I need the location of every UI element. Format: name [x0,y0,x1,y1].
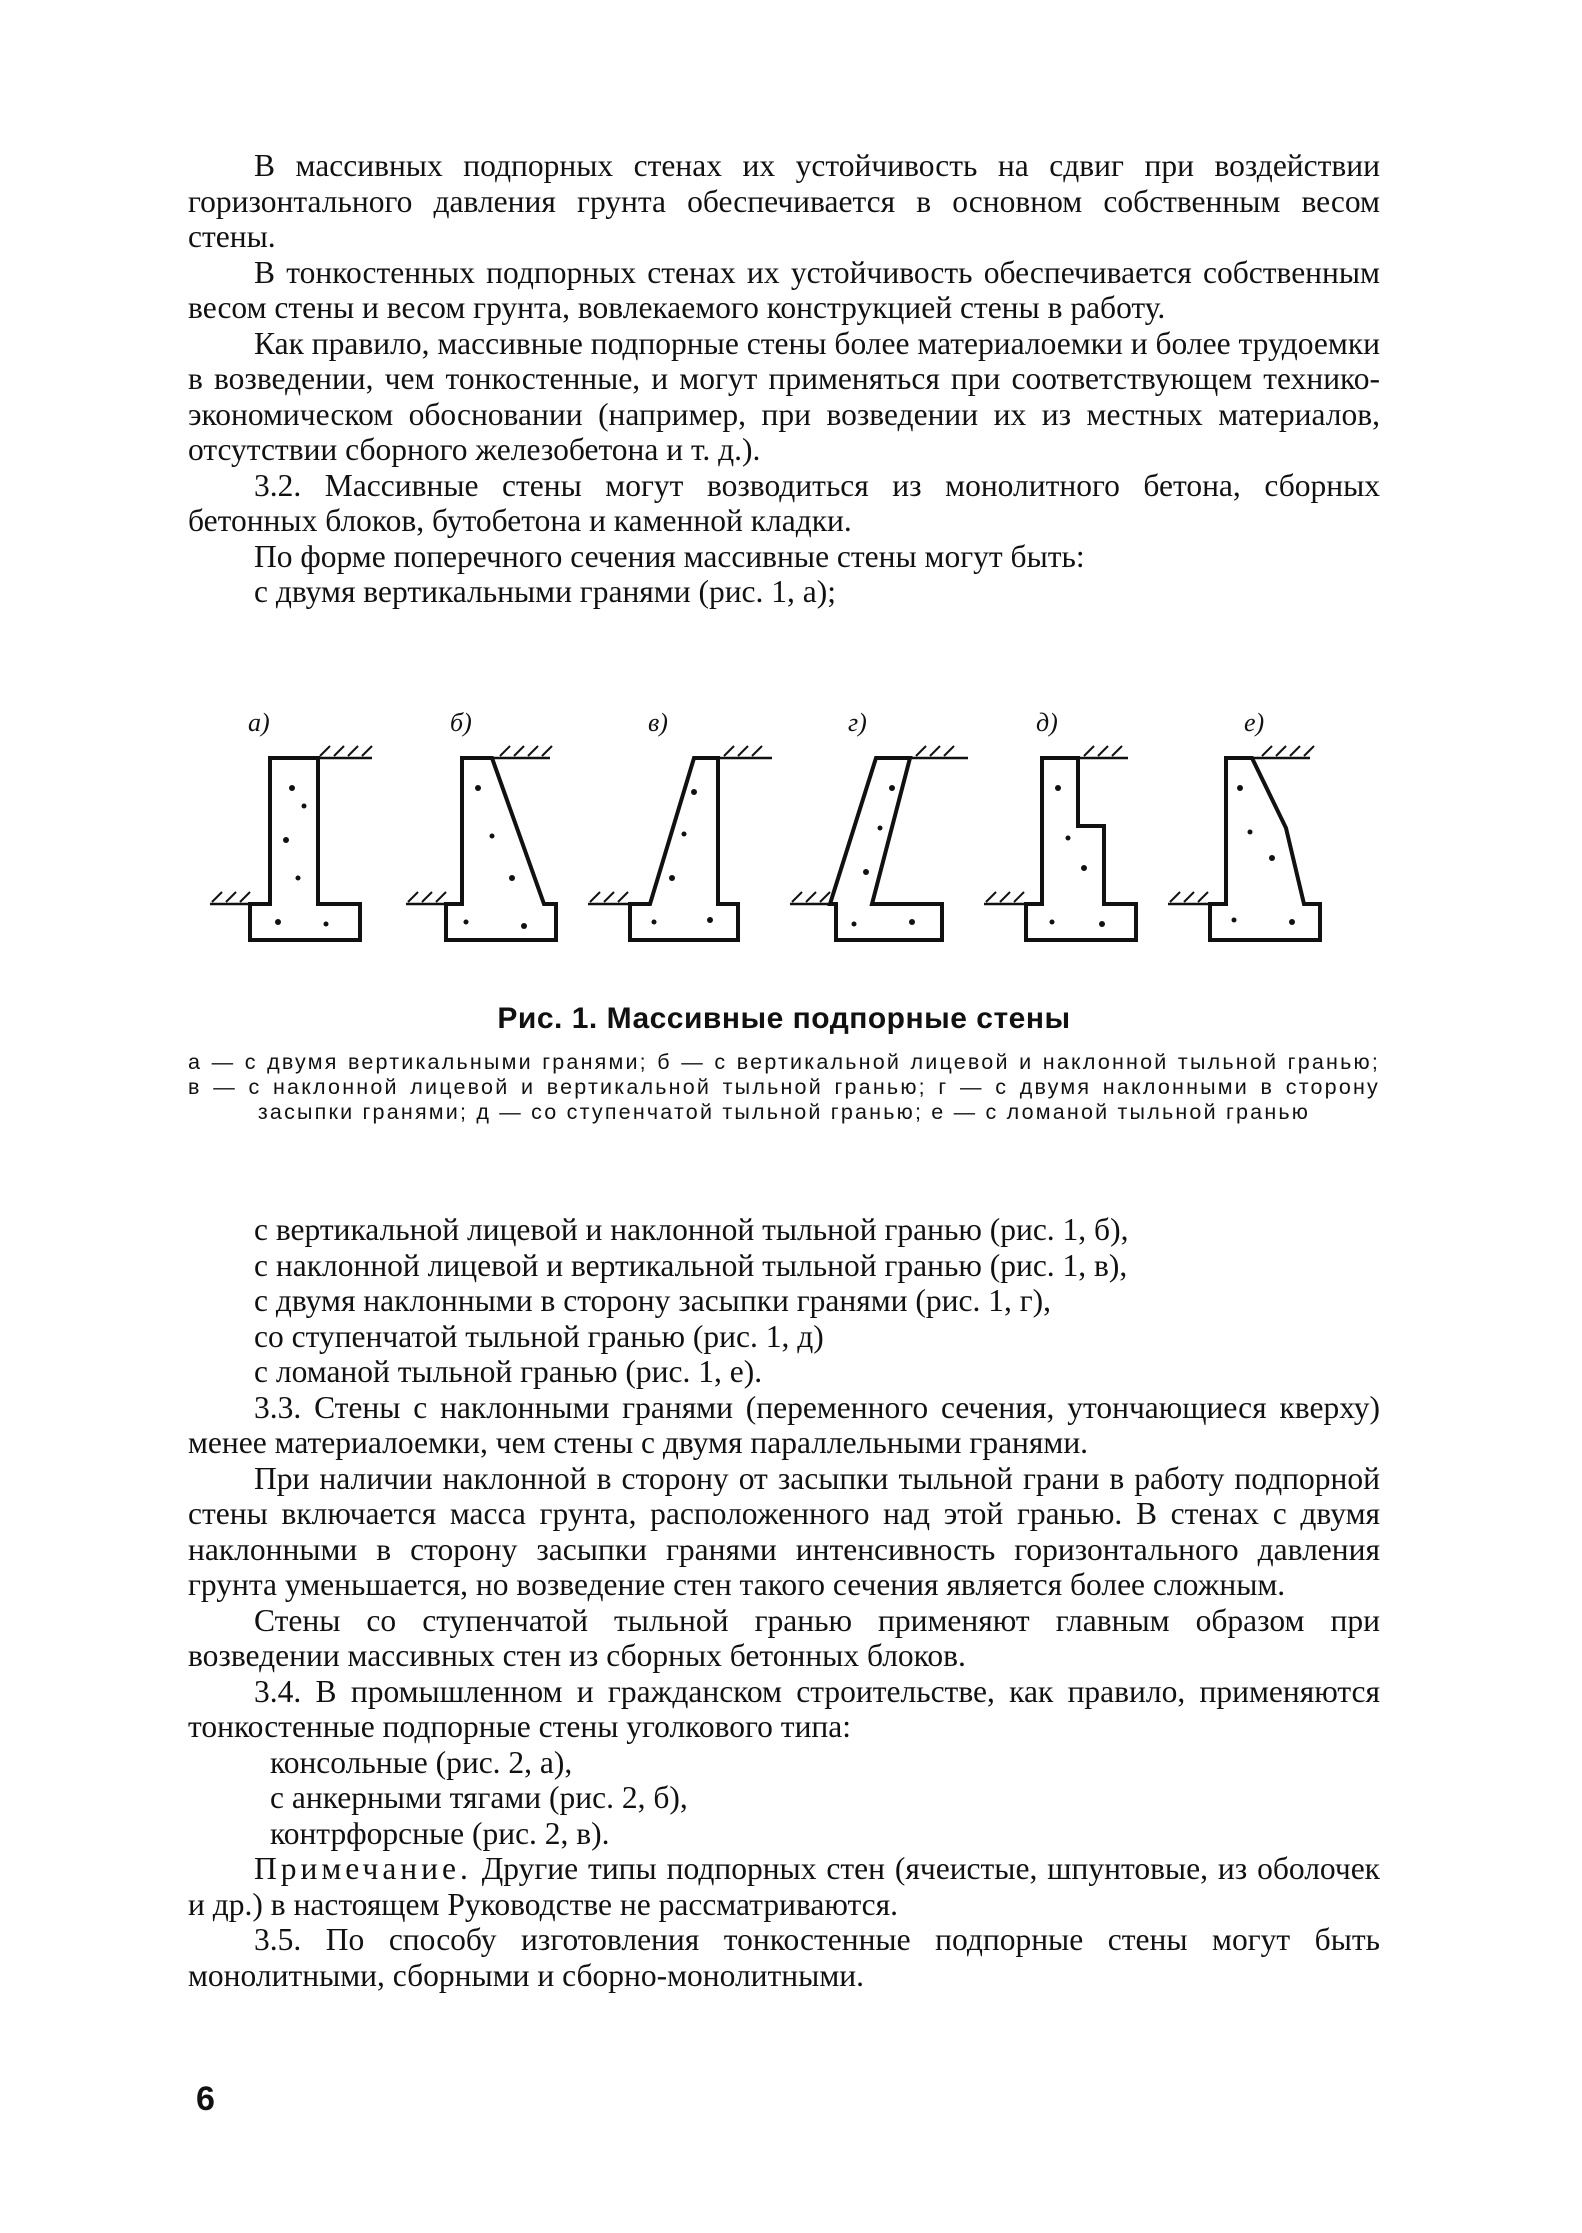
wall-section-d [984,746,1136,940]
list-item: с двумя вертикальными гранями (рис. 1, а); [254,574,837,609]
list-item: контрфорсные (рис. 2, в). [270,1815,610,1851]
wall-section-g [790,746,968,940]
paragraph: В массивных подпорных стенах их устойчивость на сдвиг при воздействии горизонтального давления грунта обеспечивается в основном собственным весом стены. [188,148,1380,254]
paragraph-section-3-5: 3.5. По способу изготовления тонкостенные подпорные стены могут быть монолитными, сборными и сборно-монолитными. [188,1922,1380,1993]
wall-section-b [406,746,556,940]
figure-label-v: в) [648,708,668,737]
paragraph-section-3-3: 3.3. Стены с наклонными гранями (переменного сечения, утончающиеся кверху) менее материалоемки, чем стены с двумя параллельными гранями. [188,1389,1380,1460]
paragraph-section-3-4: 3.4. В промышленном и гражданском строительстве, как правило, применяются тонкостенные подпорные стены уголкового типа: [188,1673,1380,1744]
note-paragraph [188,1851,1380,1922]
figure-label-b: б) [450,708,472,737]
list-item: консольные (рис. 2, а), [270,1744,573,1780]
retaining-wall-sections-drawing [200,708,1380,970]
paragraph: Стены со ступенчатой тыльной гранью применяют главным образом при возведении массивных стен из сборных бетонных блоков. [188,1602,1380,1673]
figure-caption-title: Рис. 1. Массивные подпорные стены [497,1002,1071,1035]
wall-section-v [588,746,772,940]
wall-section-e [1168,746,1320,940]
paragraph: По форме поперечного сечения массивные стены могут быть: [254,538,1085,574]
paragraph-section-3-2: 3.2. Массивные стены могут возводиться из монолитного бетона, сборных бетонных блоков, бутобетона и каменной кладки. [188,467,1380,538]
figure-label-g: г) [848,708,867,737]
list-item: с вертикальной лицевой и наклонной тыльной гранью (рис. 1, б), [254,1212,1129,1247]
list-item: с наклонной лицевой и вертикальной тыльной гранью (рис. 1, в), [254,1247,1128,1283]
note-text: Другие типы подпорных стен (ячеистые, шпунтовые, из оболочек и др.) в настоящем Руководстве не рассматриваются. [188,1851,1380,1922]
list-item: с анкерными тягами (рис. 2, б), [270,1780,688,1815]
text-block-top [188,148,1380,610]
paragraph: В тонкостенных подпорных стенах их устойчивость обеспечивается собственным весом стены и весом грунта, вовлекаемого конструкцией стены в работу. [188,254,1380,325]
note-label: Примечание. [254,1851,472,1886]
figure-retaining-walls [200,708,1380,970]
paragraph: Как правило, массивные подпорные стены более материалоемки и более трудоемки в возведении, чем тонкостенные, и могут применяться при соответствующем технико-экономическом обосновании (например, при возведении их из местных материалов, отсутствии сборного железобетона и т. д.). [188,325,1380,467]
wall-section-a [210,746,372,940]
figure-label-d: д) [1036,708,1058,737]
list-item: со ступенчатой тыльной гранью (рис. 1, д) [254,1318,824,1354]
figure-caption-text: а — с двумя вертикальными гранями; б — с вертикальной лицевой и наклонной тыльной гранью; в — с наклонной лицевой и вертикальной тыльной гранью; г — с двумя наклонными в сторону засыпки гранями; д — со ступенчатой тыльной гранью; е — с ломаной тыльной гранью [188,1050,1380,1124]
figure-label-e: е) [1244,708,1265,737]
paragraph: При наличии наклонной в сторону от засыпки тыльной грани в работу подпорной стены включается масса грунта, расположенного над этой гранью. В стенах с двумя наклонными в сторону засыпки гранями интенсивность горизонтального давления грунта уменьшается, но возведение стен такого сечения является более сложным. [188,1460,1380,1602]
list-item: с двумя наклонными в сторону засыпки гранями (рис. 1, г), [254,1283,1052,1318]
list-item: с ломаной тыльной гранью (рис. 1, е). [254,1354,763,1389]
figure-label-a: а) [248,708,270,737]
text-block-bottom [188,1212,1380,1993]
page-number: 6 [196,2080,215,2118]
